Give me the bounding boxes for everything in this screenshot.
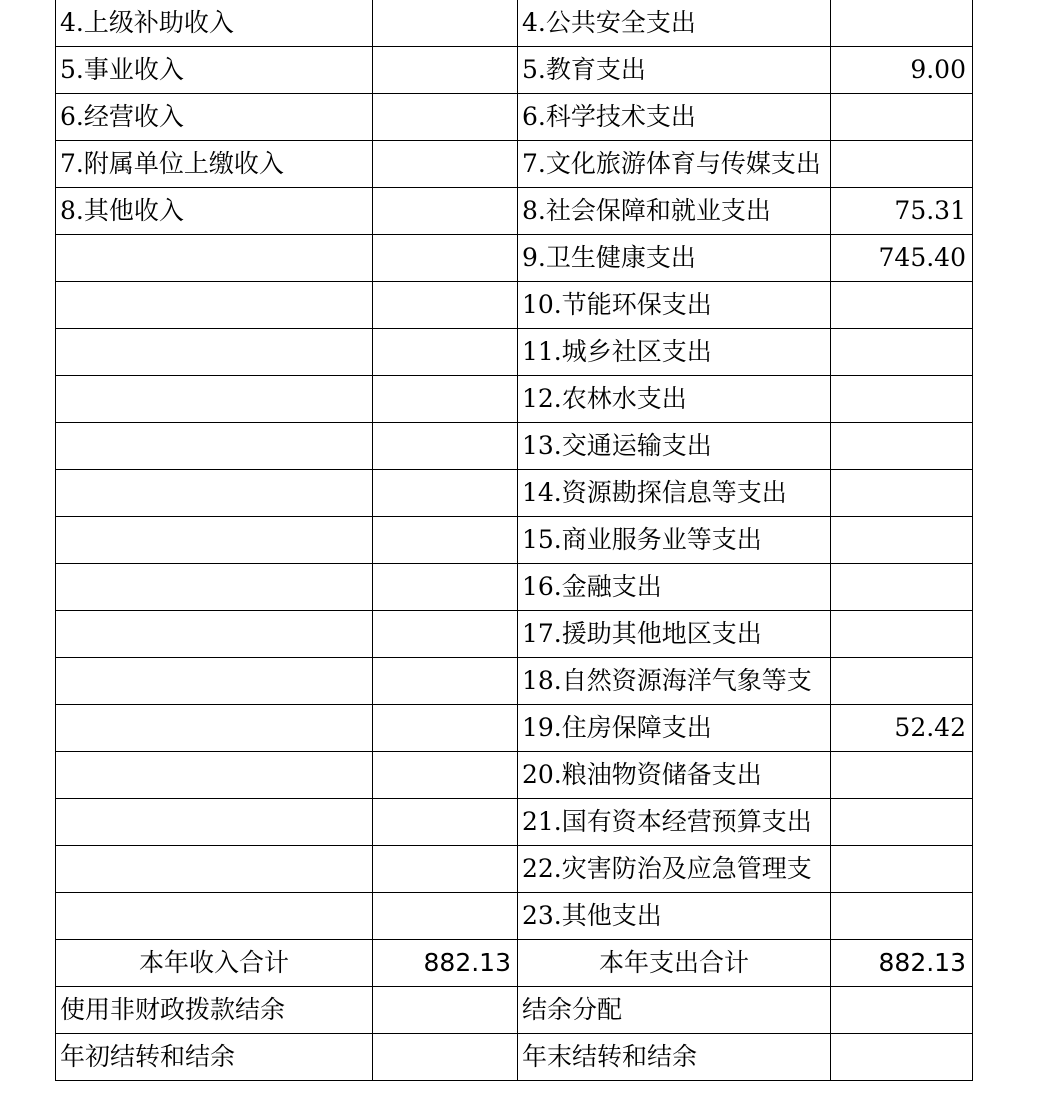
expense-label-cell: 结余分配	[518, 987, 831, 1034]
table-row	[56, 987, 973, 1034]
table-footer	[56, 987, 973, 1081]
income-value-cell	[373, 517, 518, 564]
table-row	[56, 705, 973, 752]
income-label-cell	[56, 376, 373, 423]
expense-label-cell: 12.农林水支出	[518, 376, 831, 423]
expense-value-cell	[831, 94, 973, 141]
expense-value-cell	[831, 752, 973, 799]
expense-value-cell	[831, 564, 973, 611]
income-value-cell	[373, 141, 518, 188]
income-label-cell	[56, 329, 373, 376]
income-value-cell	[373, 846, 518, 893]
table-row	[56, 611, 973, 658]
income-label-cell	[56, 846, 373, 893]
expense-value-cell	[831, 329, 973, 376]
expense-value-cell	[831, 987, 973, 1034]
income-value-cell	[373, 1034, 518, 1081]
income-value-cell	[373, 423, 518, 470]
expense-value-cell: 52.42	[831, 705, 973, 752]
income-total-value: 882.13	[373, 940, 518, 987]
table-row	[56, 1034, 973, 1081]
income-value-cell	[373, 799, 518, 846]
income-label-cell	[56, 893, 373, 940]
expense-label-cell: 23.其他支出	[518, 893, 831, 940]
income-label-cell	[56, 470, 373, 517]
expense-value-cell	[831, 517, 973, 564]
income-value-cell	[373, 470, 518, 517]
expense-value-cell	[831, 282, 973, 329]
income-value-cell	[373, 0, 518, 47]
expense-label-cell: 4.公共安全支出	[518, 0, 831, 47]
table-row	[56, 752, 973, 799]
expense-value-cell	[831, 376, 973, 423]
expense-label-cell: 5.教育支出	[518, 47, 831, 94]
expense-label-cell: 年末结转和结余	[518, 1034, 831, 1081]
income-label-cell: 8.其他收入	[56, 188, 373, 235]
table-row	[56, 235, 973, 282]
income-label-cell: 年初结转和结余	[56, 1034, 373, 1081]
income-total-label: 本年收入合计	[56, 940, 373, 987]
expense-value-cell: 9.00	[831, 47, 973, 94]
income-label-cell	[56, 564, 373, 611]
table-row	[56, 188, 973, 235]
expense-label-cell: 9.卫生健康支出	[518, 235, 831, 282]
table-row	[56, 329, 973, 376]
expense-value-cell	[831, 1034, 973, 1081]
income-value-cell	[373, 705, 518, 752]
expense-value-cell: 75.31	[831, 188, 973, 235]
table-row	[56, 94, 973, 141]
income-value-cell	[373, 47, 518, 94]
table-row	[56, 658, 973, 705]
expense-value-cell	[831, 611, 973, 658]
income-label-cell	[56, 423, 373, 470]
income-label-cell: 使用非财政拨款结余	[56, 987, 373, 1034]
income-label-cell: 4.上级补助收入	[56, 0, 373, 47]
income-label-cell: 6.经营收入	[56, 94, 373, 141]
income-value-cell	[373, 564, 518, 611]
income-label-cell	[56, 799, 373, 846]
income-value-cell	[373, 282, 518, 329]
table-body	[56, 0, 973, 940]
income-value-cell	[373, 188, 518, 235]
expense-label-cell: 14.资源勘探信息等支出	[518, 470, 831, 517]
expense-label-cell: 18.自然资源海洋气象等支	[518, 658, 831, 705]
income-value-cell	[373, 235, 518, 282]
income-label-cell	[56, 752, 373, 799]
expense-label-cell: 11.城乡社区支出	[518, 329, 831, 376]
table-row	[56, 893, 973, 940]
table-row	[56, 141, 973, 188]
income-label-cell	[56, 235, 373, 282]
income-label-cell	[56, 282, 373, 329]
income-label-cell: 7.附属单位上缴收入	[56, 141, 373, 188]
expense-value-cell	[831, 893, 973, 940]
table-row	[56, 517, 973, 564]
expense-value-cell	[831, 141, 973, 188]
expense-value-cell	[831, 423, 973, 470]
expense-label-cell: 21.国有资本经营预算支出	[518, 799, 831, 846]
expense-total-label: 本年支出合计	[518, 940, 831, 987]
expense-label-cell: 8.社会保障和就业支出	[518, 188, 831, 235]
table-row	[56, 470, 973, 517]
totals-row	[56, 940, 973, 987]
income-label-cell	[56, 658, 373, 705]
income-value-cell	[373, 94, 518, 141]
income-value-cell	[373, 752, 518, 799]
expense-value-cell	[831, 0, 973, 47]
expense-total-value: 882.13	[831, 940, 973, 987]
table-row	[56, 423, 973, 470]
table-totals	[56, 940, 973, 987]
table-row	[56, 0, 973, 47]
expense-label-cell: 17.援助其他地区支出	[518, 611, 831, 658]
expense-value-cell	[831, 658, 973, 705]
income-value-cell	[373, 893, 518, 940]
table-row	[56, 282, 973, 329]
expense-value-cell	[831, 470, 973, 517]
table-row	[56, 564, 973, 611]
income-value-cell	[373, 987, 518, 1034]
table-row	[56, 799, 973, 846]
expense-label-cell: 10.节能环保支出	[518, 282, 831, 329]
expense-label-cell: 20.粮油物资储备支出	[518, 752, 831, 799]
expense-label-cell: 6.科学技术支出	[518, 94, 831, 141]
income-label-cell: 5.事业收入	[56, 47, 373, 94]
income-label-cell	[56, 611, 373, 658]
expense-label-cell: 22.灾害防治及应急管理支	[518, 846, 831, 893]
income-value-cell	[373, 611, 518, 658]
table-row	[56, 846, 973, 893]
income-value-cell	[373, 376, 518, 423]
expense-label-cell: 19.住房保障支出	[518, 705, 831, 752]
expense-label-cell: 13.交通运输支出	[518, 423, 831, 470]
income-value-cell	[373, 658, 518, 705]
expense-label-cell: 7.文化旅游体育与传媒支出	[518, 141, 831, 188]
income-label-cell	[56, 517, 373, 564]
expense-label-cell: 15.商业服务业等支出	[518, 517, 831, 564]
income-expense-table	[55, 0, 973, 1081]
income-label-cell	[56, 705, 373, 752]
income-value-cell	[373, 329, 518, 376]
table-row	[56, 47, 973, 94]
expense-value-cell: 745.40	[831, 235, 973, 282]
expense-label-cell: 16.金融支出	[518, 564, 831, 611]
table-row	[56, 376, 973, 423]
expense-value-cell	[831, 799, 973, 846]
expense-value-cell	[831, 846, 973, 893]
